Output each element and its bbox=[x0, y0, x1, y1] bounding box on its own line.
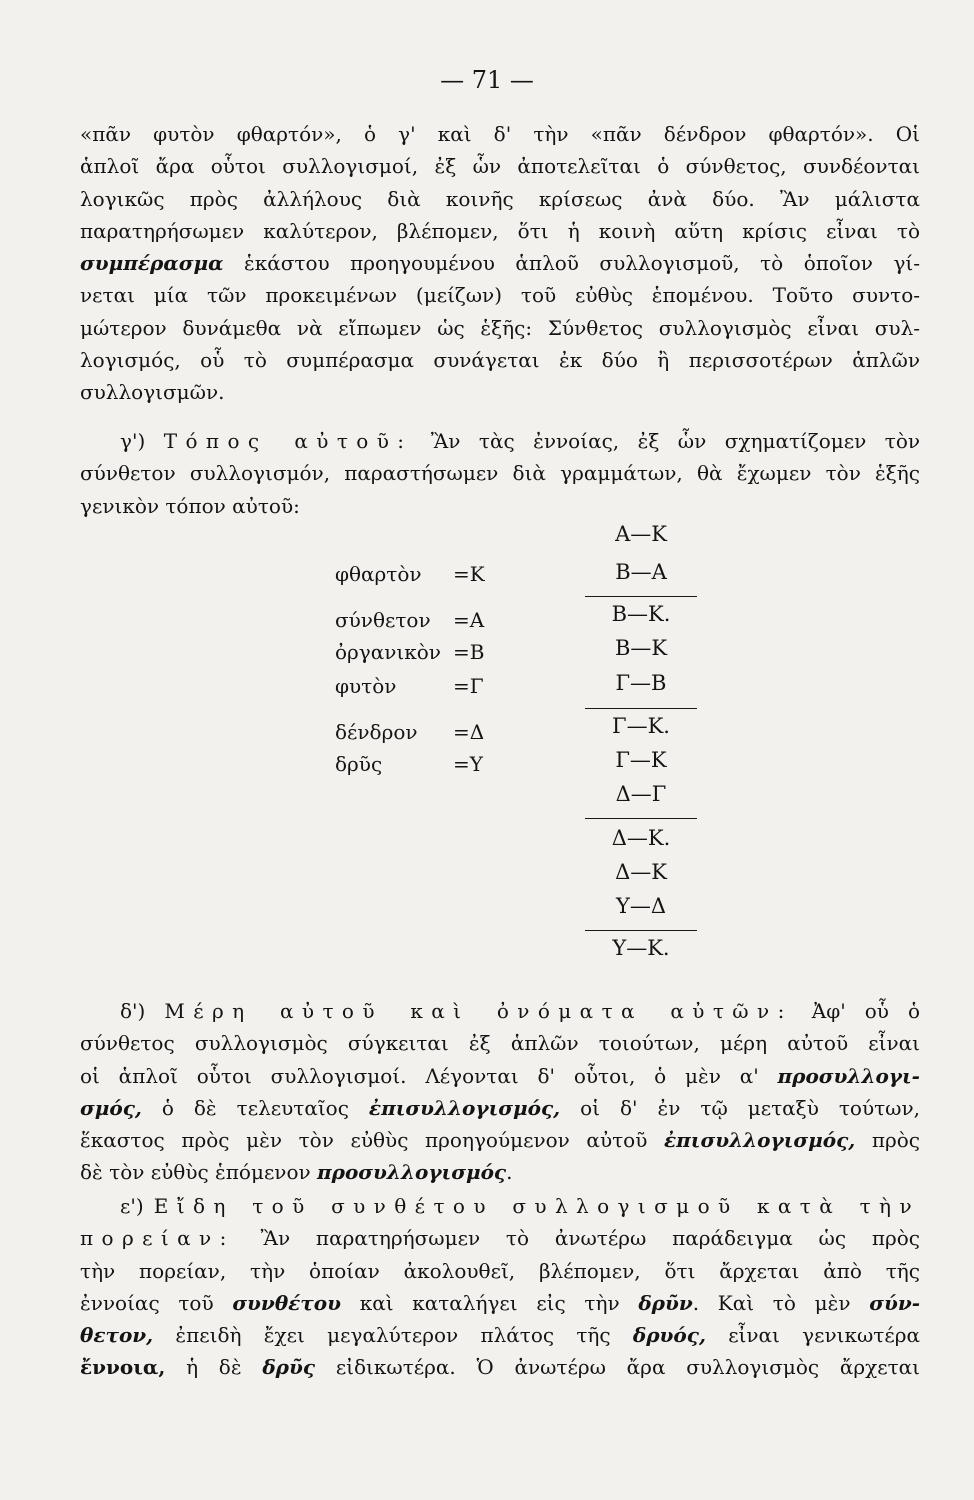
text-line bbox=[80, 1319, 920, 1351]
term-syntheton-end: θετον, bbox=[80, 1323, 154, 1348]
section-heading: Εἴδη τοῦ συνθέτου συλλογισμοῦ κατὰ τὴν bbox=[153, 1194, 921, 1218]
text-span: . bbox=[506, 1160, 513, 1185]
text-span: Ἂν παρατηρήσωμεν τὸ ἀνωτέρω παράδειγμα ὡς πρὸς bbox=[260, 1226, 921, 1251]
schema-line: Α—Κ bbox=[615, 522, 667, 546]
definition-row bbox=[335, 752, 483, 776]
text-span: οἱ δ' ἐν τῷ μεταξὺ τούτων, bbox=[580, 1095, 920, 1120]
term-dryos: δρυός, bbox=[632, 1323, 706, 1348]
text-line: σύνθετον συλλογισμόν, παραστήσωμεν διὰ γραμμάτων, θὰ ἔχωμεν τὸν ἑξῆς bbox=[80, 461, 920, 486]
schema-line: Γ—Β bbox=[615, 671, 667, 695]
schema-line: Β—Α bbox=[615, 560, 667, 584]
term-prosyllogismos-end: σμός, bbox=[80, 1095, 142, 1120]
section-kinds bbox=[80, 1190, 920, 1384]
text-span: ἡ δὲ bbox=[186, 1355, 242, 1380]
term-episyllogismos: ἐπισυλλογισμός, bbox=[664, 1128, 856, 1153]
term-symperasma: συμπέρασμα bbox=[80, 251, 224, 276]
definition-symbol: =Α bbox=[453, 608, 485, 632]
schema-line: Δ—Κ bbox=[615, 860, 667, 884]
text-span: ὁ δὲ τελευταῖος bbox=[161, 1095, 349, 1120]
text-line bbox=[80, 1222, 920, 1254]
text-line: λογισμός, οὗ τὸ συμπέρασμα συνάγεται ἐκ δύο ἢ περισσοτέρων ἁπλῶν bbox=[80, 348, 920, 373]
conclusion-rule bbox=[585, 596, 697, 597]
schema-line: Δ—Κ. bbox=[611, 826, 671, 850]
definition-row bbox=[335, 720, 485, 744]
term-dryn: δρῦν bbox=[638, 1290, 693, 1315]
schema-line: Γ—Κ. bbox=[612, 714, 670, 738]
definition-word: σύνθετον bbox=[335, 608, 431, 632]
text-span: εἰδικωτέρα. Ὁ ἀνωτέρω ἄρα συλλογισμὸς ἄρχεται bbox=[335, 1355, 921, 1380]
definition-word: ὀργανικὸν bbox=[335, 640, 441, 664]
text-line bbox=[80, 1190, 920, 1222]
schema-line: Δ—Γ bbox=[615, 782, 667, 806]
text-span: ἐννοίας τοῦ bbox=[80, 1290, 214, 1315]
section-heading: Μέρη αὐτοῦ καὶ ὀνόματα αὐτῶν: bbox=[164, 999, 793, 1023]
paragraph-composite-syllogism bbox=[80, 118, 920, 409]
text-line: ἁπλοῖ ἄρα οὗτοι συλλογισμοί, ἐξ ὧν ἀποτελεῖται ὁ σύνθετος, συνδέονται bbox=[80, 154, 920, 179]
definition-symbol: =Υ bbox=[453, 752, 483, 776]
text-line: «πᾶν φυτὸν φθαρτόν», ὁ γ' καὶ δ' τὴν «πᾶν δένδρον φθαρτόν». Οἱ bbox=[80, 122, 920, 146]
definition-symbol: =Δ bbox=[453, 720, 485, 744]
page-number: — 71 — bbox=[440, 66, 534, 94]
text-line: τὴν πορείαν, τὴν ὁποίαν ἀκολουθεῖ, βλέπομεν, ὅτι ἄρχεται ἀπὸ τῆς bbox=[80, 1258, 920, 1283]
text-span: Ἂν τὰς ἐννοίας, ἐξ ὧν σχηματίζομεν τὸν bbox=[430, 429, 921, 453]
term-prosyllogismos: προσυλλογισμός bbox=[317, 1160, 507, 1185]
text-line bbox=[80, 1287, 920, 1319]
text-span: πρὸς bbox=[871, 1128, 921, 1153]
section-label: ε') bbox=[120, 1194, 144, 1218]
definition-row bbox=[335, 674, 484, 698]
definition-symbol: =Β bbox=[453, 640, 485, 664]
schema-line: Β—Κ bbox=[614, 636, 668, 660]
section-label: γ') bbox=[120, 429, 146, 453]
term-prosyllogismos: προσυλλογι- bbox=[777, 1063, 920, 1088]
text-span: καὶ καταλήγει εἰς τὴν bbox=[359, 1290, 620, 1315]
section-topos bbox=[80, 425, 920, 522]
text-line bbox=[80, 247, 920, 279]
term-episyllogismos: ἐπισυλλογισμός, bbox=[368, 1095, 561, 1120]
section-heading: πορείαν: bbox=[80, 1226, 235, 1251]
schema-line: Γ—Κ bbox=[615, 748, 667, 772]
text-span: . Καὶ τὸ μὲν bbox=[692, 1290, 851, 1315]
text-span: ἕκαστος πρὸς μὲν τὸν εὐθὺς προηγούμενον αὐτοῦ bbox=[80, 1128, 648, 1153]
text-span: εἶναι γενικωτέρα bbox=[728, 1323, 920, 1348]
text-span: οἱ ἁπλοῖ οὗτοι συλλογισμοί. Λέγονται δ' οὗτοι, ὁ μὲν α' bbox=[80, 1063, 759, 1088]
text-line: λογικῶς πρὸς ἀλλήλους διὰ κοινῆς κρίσεως ἀνὰ δύο. Ἂν μάλιστα bbox=[80, 186, 920, 211]
term-syntheton: σύν- bbox=[869, 1290, 921, 1315]
text-span: δὲ τὸν εὐθὺς ἑπόμενον bbox=[80, 1160, 311, 1185]
definition-symbol: =Κ bbox=[453, 562, 485, 586]
term-drys: δρῦς bbox=[262, 1355, 316, 1380]
text-span: Ἀφ' οὗ ὁ bbox=[811, 999, 920, 1023]
conclusion-rule bbox=[585, 930, 697, 931]
text-line bbox=[80, 1351, 920, 1383]
definition-word: δρῦς bbox=[335, 752, 383, 776]
text-line: παρατηρήσωμεν καλύτερον, βλέπομεν, ὅτι ἡ κοινὴ αὕτη κρίσις εἶναι τὸ bbox=[80, 218, 920, 243]
text-span: ἐπειδὴ ἔχει μεγαλύτερον πλάτος τῆς bbox=[175, 1323, 611, 1348]
text-line: νεται μία τῶν προκειμένων (μείζων) τοῦ εὐθὺς ἑπομένου. Τοῦτο συντο- bbox=[80, 283, 920, 308]
conclusion-rule bbox=[585, 818, 697, 819]
term-ennoia: ἔννοια, bbox=[80, 1355, 166, 1380]
section-heading: Τόπος αὐτοῦ: bbox=[163, 429, 413, 453]
schema-line: Υ—Δ bbox=[615, 894, 667, 918]
schema-line: Β—Κ. bbox=[611, 602, 671, 626]
term-syntheton: συνθέτου bbox=[232, 1290, 341, 1315]
text-line: μώτερον δυνάμεθα νὰ εἴπωμεν ὡς ἑξῆς: Σύνθετος συλλογισμὸς εἶναι συλ- bbox=[80, 315, 920, 340]
text-line bbox=[80, 1156, 920, 1188]
text-line: σύνθετος συλλογισμὸς σύγκειται ἐξ ἁπλῶν τοιούτων, μέρη αὐτοῦ εἶναι bbox=[80, 1031, 920, 1056]
section-label: δ') bbox=[120, 999, 146, 1023]
text-span: ἑκάστου προηγουμένου ἁπλοῦ συλλογισμοῦ, τὸ ὁποῖον γί- bbox=[223, 251, 920, 276]
definition-symbol: =Γ bbox=[453, 674, 484, 698]
section-parts bbox=[80, 995, 920, 1189]
text-line: συλλογισμῶν. bbox=[80, 380, 225, 405]
text-line bbox=[80, 425, 920, 457]
conclusion-rule bbox=[585, 708, 697, 709]
definition-row bbox=[335, 562, 485, 586]
definition-word: φυτὸν bbox=[335, 674, 397, 698]
text-line: γενικὸν τόπον αὐτοῦ: bbox=[80, 493, 300, 518]
definition-row bbox=[335, 640, 485, 664]
text-line bbox=[80, 1092, 920, 1124]
definition-word: φθαρτὸν bbox=[335, 562, 422, 586]
text-line bbox=[80, 1124, 920, 1156]
text-line bbox=[80, 995, 920, 1027]
text-line bbox=[80, 1060, 920, 1092]
definition-word: δένδρον bbox=[335, 720, 418, 744]
definition-row bbox=[335, 608, 485, 632]
schema-line: Υ—Κ. bbox=[612, 936, 670, 960]
